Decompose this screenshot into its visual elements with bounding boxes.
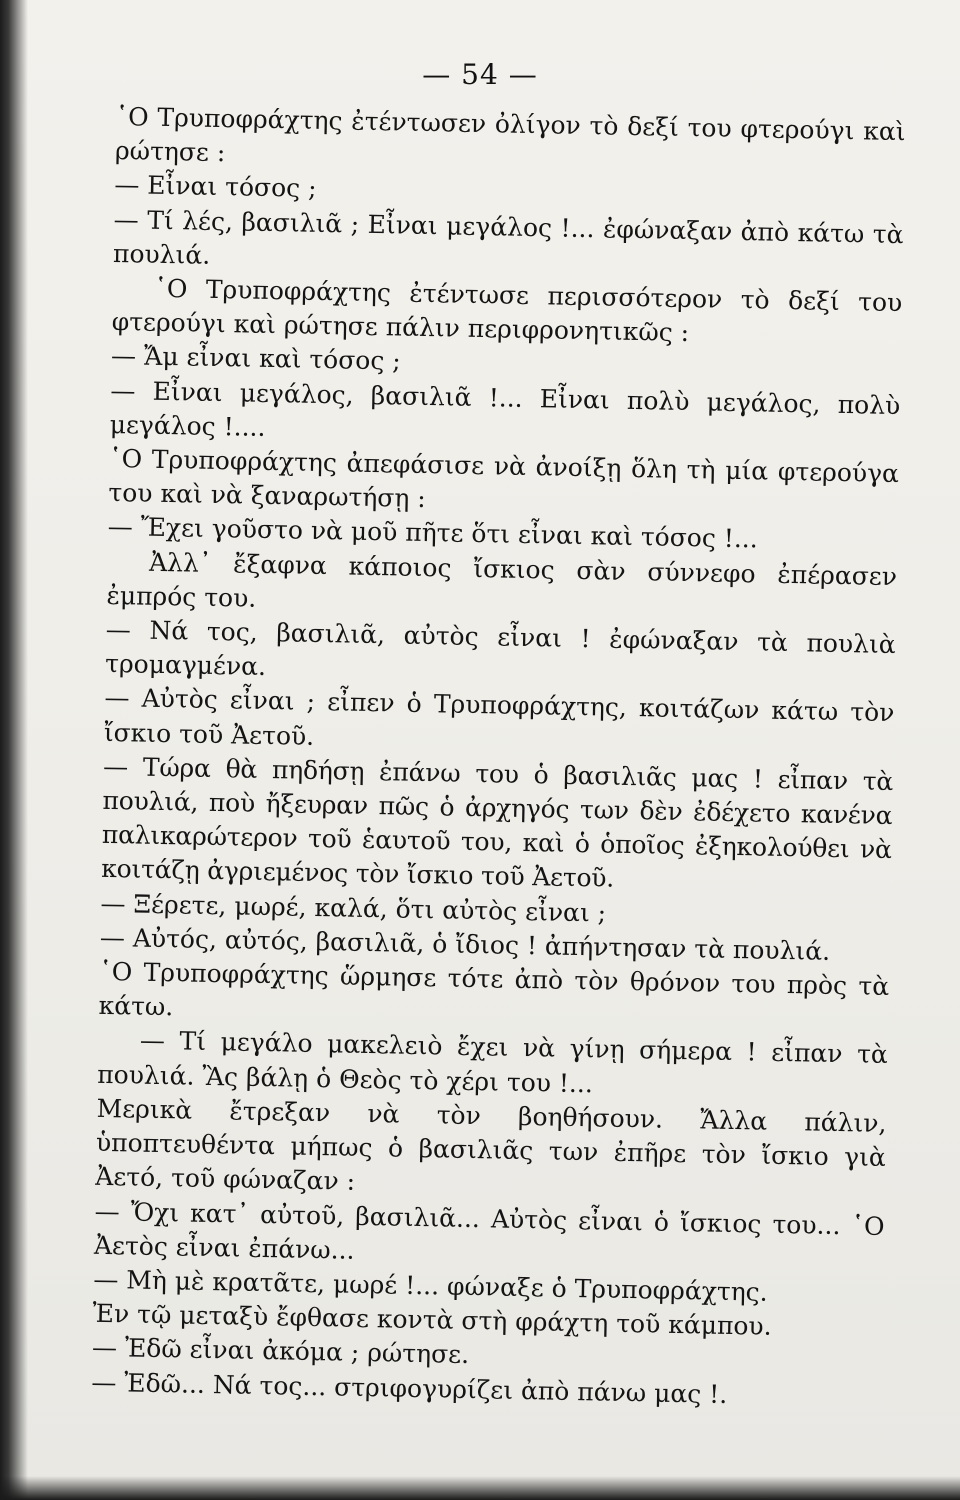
paragraph: — Νά τος, βασιλιᾶ, αὐτὸς εἶναι ! ἐφώναξαν τὰ πουλιὰ τρομαγμένα. <box>104 614 896 682</box>
paragraph: — Τώρα θὰ πηδήσῃ ἐπάνω του ὁ βασιλιᾶς μας ! εἶπαν τὰ πουλιά, ποὺ ἤξευραν πῶς ὁ ἀρχηγός των δὲν ἐδέχετο κανένα παλικαρώτερον τοῦ ἑαυτοῦ του, καὶ ὁ ὁποῖος ἐξηκολούθει νὰ κοιτάζῃ ἀγριεμένος τὸν ἴσκιο τοῦ Ἀετοῦ. <box>100 751 894 894</box>
paragraph: — Αὐτός, αὐτός, βασιλιᾶ, ὁ ἴδιος ! ἀπήντησαν τὰ πουλιά. <box>99 922 831 966</box>
paragraph: Ἐν τῷ μεταξὺ ἔφθασε κοντὰ στὴ φράχτη τοῦ κάμπου. <box>92 1298 772 1341</box>
body-text <box>91 100 906 1415</box>
paragraph: — Ἄμ εἶναι καὶ τόσος ; <box>110 341 402 376</box>
paragraph: ῾Ο Τρυποφράχτης ἀπεφάσισε νὰ ἀνοίξῃ ὅλη τὴ μία φτερούγα του καὶ νὰ ξαναρωτήσῃ : <box>108 443 900 514</box>
paragraph: Μερικὰ ἔτρεξαν νὰ τὸν βοηθήσουν. Ἄλλα πάλιν, ὑποπτευθέντα μήπως ὁ βασιλιᾶς των ἐπῆρε τὸν ἴσκιο γιὰ Ἀετό, τοῦ φώναζαν : <box>95 1093 887 1197</box>
paragraph: — Αὐτὸς εἶναι ; εἶπεν ὁ Τρυποφράχτης, κοιτάζων κάτω τὸν ἴσκιο τοῦ Ἀετοῦ. <box>103 683 895 751</box>
paragraph: — Μὴ μὲ κρατᾶτε, μωρέ !... φώναξε ὁ Τρυποφράχτης. <box>93 1264 768 1307</box>
paragraph: — Ὄχι κατ᾽ αὐτοῦ, βασιλιᾶ... Αὐτὸς εἶναι ὁ ἴσκιος του... ῾Ο Ἀετὸς εἶναι ἐπάνω... <box>93 1196 885 1265</box>
paragraph: ῾Ο Τρυποφράχτης ἐτέντωσε περισσότερον τὸ δεξί του φτερούγι καὶ ρώτησε πάλιν περιφρονητικῶς : <box>111 273 903 348</box>
paragraph: — Τί μεγάλο μακελειὸ ἔχει νὰ γίνῃ σήμερα ! εἶπαν τὰ πουλιά. Ἂς βάλῃ ὁ Θεὸς τὸ χέρι του !... <box>97 1026 889 1099</box>
page-edge-shadow <box>0 0 28 1500</box>
page-number: — 54 — <box>422 58 538 91</box>
paragraph: — Ἐδῶ... Νά τος... στριφογυρίζει ἀπὸ πάνω μας !. <box>91 1367 728 1409</box>
paragraph: — Εἶναι τόσος ; <box>114 170 317 204</box>
paragraph: — Ἔχει γοῦστο νὰ μοῦ πῆτε ὅτι εἶναι καὶ τόσος !... <box>107 512 758 554</box>
paragraph: — Ἐδῶ εἶναι ἀκόμα ; ρώτησε. <box>91 1333 470 1370</box>
paragraph: ῾Ο Τρυποφράχτης ὥρμησε τότε ἀπὸ τὸν θρόνον του πρὸς τὰ κάτω. <box>98 956 890 1022</box>
paragraph: — Εἶναι μεγάλος, βασιλιᾶ !... Εἶναι πολὺ μεγάλος, πολὺ μεγάλος !.... <box>109 375 901 442</box>
paragraph: ῾Ο Τρυποφράχτης ἐτέντωσεν ὀλίγον τὸ δεξί του φτερούγι καὶ ρώτησε : <box>114 101 906 168</box>
paragraph: — Ξέρετε, μωρέ, καλά, ὅτι αὐτὸς εἶναι ; <box>100 888 607 928</box>
paragraph: Ἀλλ᾽ ἔξαφνα κάποιος ἴσκιος σὰν σύννεφο ἐπέρασεν ἐμπρός του. <box>106 547 898 613</box>
paragraph: — Τί λές, βασιλιᾶ ; Εἶναι μεγάλος !... ἐφώναξαν ἀπὸ κάτω τὰ πουλιά. <box>112 204 904 270</box>
page-bottom-shadow <box>0 1476 960 1500</box>
